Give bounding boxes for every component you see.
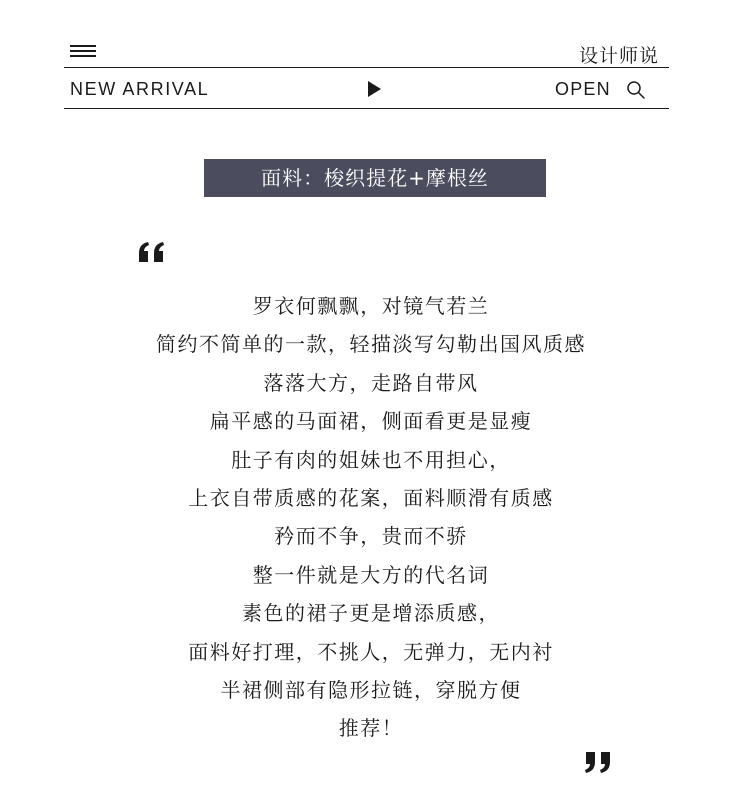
- play-icon[interactable]: [368, 81, 381, 97]
- poem-line: 扁平感的马面裙，侧面看更是显瘦: [209, 409, 533, 434]
- poem-line: 素色的裙子更是增添质感，: [242, 601, 500, 626]
- poem-line: 整一件就是大方的代名词: [252, 562, 490, 587]
- header-divider-bottom: [64, 108, 669, 109]
- new-arrival-link[interactable]: NEW ARRIVAL: [70, 79, 210, 99]
- poem-line: 肚子有肉的姐妹也不用担心，: [231, 447, 511, 472]
- poem-line: 罗衣何飘飘，对镜气若兰: [252, 294, 490, 318]
- poem-line: 推荐！: [338, 716, 404, 741]
- fabric-banner: 面料：梭织提花+摩根丝: [204, 159, 546, 197]
- close-quote-icon: [582, 749, 618, 775]
- hamburger-menu-icon[interactable]: [70, 44, 96, 60]
- product-poem: [0, 287, 742, 748]
- poem-line: 半裙侧部有隐形拉链，穿脱方便: [220, 677, 522, 702]
- poem-line: 落落大方，走路自带风: [263, 370, 479, 395]
- poem-line: 上衣自带质感的花案，面料顺滑有质感: [188, 485, 554, 510]
- top-bar: [64, 40, 669, 68]
- open-link[interactable]: OPEN: [555, 79, 611, 99]
- open-quote-icon: [136, 240, 172, 266]
- poem-line: 矜而不争，贵而不骄: [274, 524, 468, 549]
- search-icon[interactable]: [626, 80, 646, 100]
- poem-line: 简约不简单的一款，轻描淡写勾勒出国风质感: [156, 332, 586, 357]
- poem-line: 面料好打理，不挑人，无弹力，无内衬: [188, 639, 554, 664]
- nav-row: [64, 68, 669, 108]
- designer-says-link[interactable]: 设计师说: [578, 45, 659, 67]
